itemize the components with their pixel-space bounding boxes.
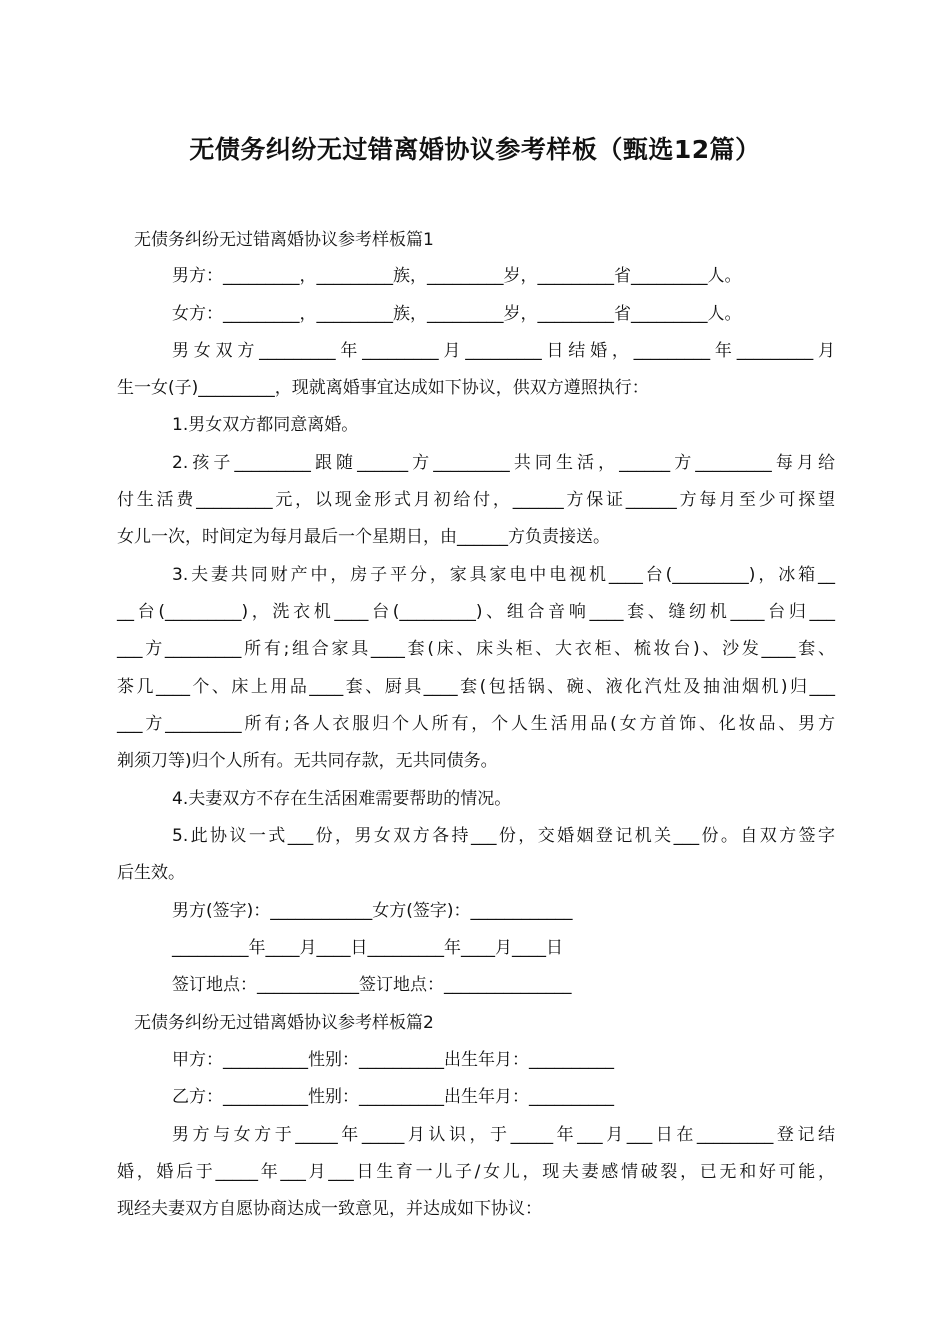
section-1-heading: 无债务纠纷无过错离婚协议参考样板篇1 xyxy=(134,230,434,250)
date-line: _________年____月____日_________年____月____日 xyxy=(172,938,563,958)
signing-place-line: 签订地点：____________签订地点：_______________ xyxy=(172,975,572,995)
item-3-line-2: __台(_________)，洗衣机____台(_________)、组合音响____套、缝纫机____台归___ xyxy=(117,602,835,622)
item-3-line-1: 3.夫妻共同财产中，房子平分，家具家电中电视机____台(_________)，冰箱__ xyxy=(172,565,835,585)
item-1: 1.男女双方都同意离婚。 xyxy=(172,415,359,435)
item-5-line-2: 后生效。 xyxy=(117,863,185,883)
marriage-line-1: 男女双方_________年_________月_________日结婚，_________年_________月 xyxy=(172,341,835,361)
signature-line: 男方(签字)：____________女方(签字)：____________ xyxy=(172,901,573,921)
item-2-line-1: 2.孩子_________跟随______方_________共同生活，______方_________每月给 xyxy=(172,453,835,473)
section-2-para-line-1: 男方与女方于_____年_____月认识，于_____年___月___日在_________登记结 xyxy=(172,1125,835,1145)
item-3-line-4: 茶几____个、床上用品____套、厨具____套(包括锅、碗、液化汽灶及抽油烟机)归___ xyxy=(117,677,835,697)
section-2-heading: 无债务纠纷无过错离婚协议参考样板篇2 xyxy=(134,1013,434,1033)
female-party-line: 女方：_________，_________族，_________岁，_________省_________人。 xyxy=(172,304,742,324)
marriage-line-2: 生一女(子)_________，现就离婚事宜达成如下协议，供双方遵照执行： xyxy=(117,378,649,398)
item-5-line-1: 5.此协议一式___份，男女双方各持___份，交婚姻登记机关___份。自双方签字 xyxy=(172,826,835,846)
item-3-line-5: ___方_________所有;各人衣服归个人所有，个人生活用品(女方首饰、化妆品、男方 xyxy=(117,714,835,734)
item-4: 4.夫妻双方不存在生活困难需要帮助的情况。 xyxy=(172,789,512,809)
document-title: 无债务纠纷无过错离婚协议参考样板（甄选12篇） xyxy=(189,135,761,164)
item-2-line-3: 女儿一次，时间定为每月最后一个星期日，由______方负责接送。 xyxy=(117,527,610,547)
section-2-para-line-2: 婚，婚后于_____年___月___日生育一儿子/女儿，现夫妻感情破裂，已无和好可能， xyxy=(117,1162,835,1182)
item-2-line-2: 付生活费_________元，以现金形式月初给付，______方保证______方每月至少可探望 xyxy=(117,490,835,510)
item-3-line-3: ___方_________所有;组合家具____套(床、床头柜、大衣柜、梳妆台)、沙发____套、 xyxy=(117,639,835,659)
item-3-line-6: 剃须刀等)归个人所有。无共同存款，无共同债务。 xyxy=(117,751,498,771)
section-2-para-line-3: 现经夫妻双方自愿协商达成一致意见，并达成如下协议： xyxy=(117,1199,542,1219)
party-b-line: 乙方：__________性别：__________出生年月：__________ xyxy=(172,1087,614,1107)
male-party-line: 男方：_________，_________族，_________岁，_________省_________人。 xyxy=(172,266,742,286)
party-a-line: 甲方：__________性别：__________出生年月：__________ xyxy=(172,1050,614,1070)
